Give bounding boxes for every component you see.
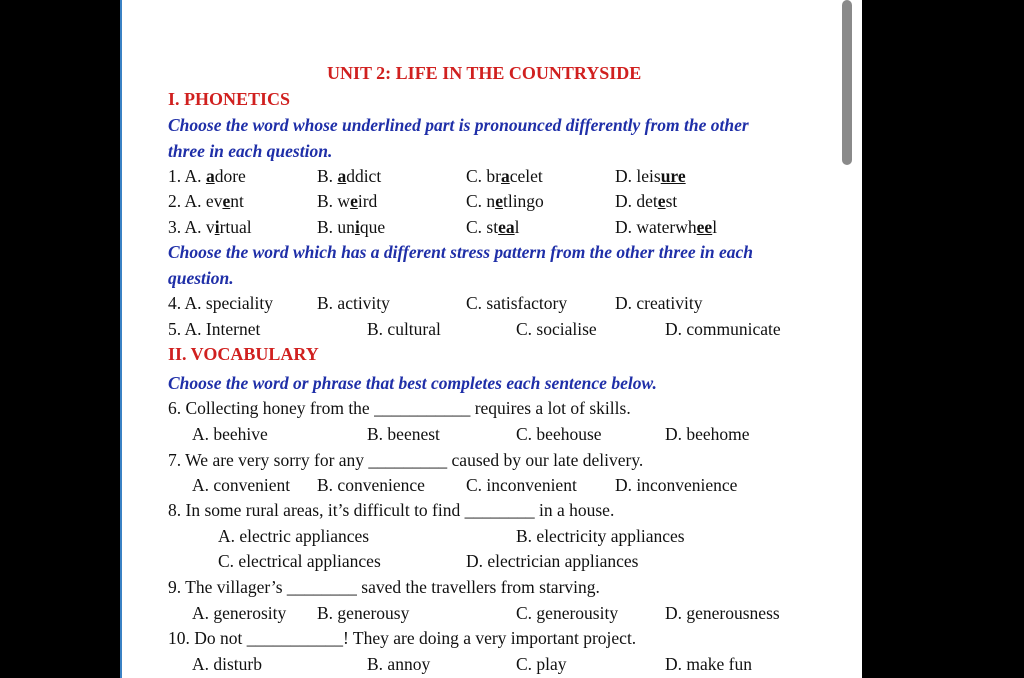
q3-option-a: 3. A. virtual bbox=[168, 217, 252, 237]
q2-option-b: B. weird bbox=[317, 191, 378, 211]
stress-instruction-line1: Choose the word which has a different stress pattern from the other three in each bbox=[168, 242, 754, 262]
q4-option-a: 4. A. speciality bbox=[168, 293, 273, 313]
q5-option-d: D. communicate bbox=[665, 319, 781, 339]
q10-option-b: B. annoy bbox=[367, 654, 431, 674]
phonetics-instruction-line1: Choose the word whose underlined part is pronounced differently from the other bbox=[168, 115, 749, 135]
q8-option-b: B. electricity appliances bbox=[516, 526, 685, 546]
q7-option-d: D. inconvenience bbox=[615, 475, 738, 495]
q4-option-b: B. activity bbox=[317, 293, 390, 313]
q3-option-c: C. steal bbox=[466, 217, 520, 237]
unit-title: UNIT 2: LIFE IN THE COUNTRYSIDE bbox=[327, 63, 642, 83]
page-left-edge bbox=[120, 0, 122, 678]
q9-option-b: B. generousy bbox=[317, 603, 410, 623]
q9-stem: 9. The villager’s ________ saved the travellers from starving. bbox=[168, 577, 600, 597]
section-phonetics-heading: I. PHONETICS bbox=[168, 89, 291, 109]
q2-option-d: D. detest bbox=[615, 191, 678, 211]
q8-option-d: D. electrician appliances bbox=[466, 551, 639, 571]
q2-option-c: C. netlingo bbox=[466, 191, 544, 211]
q5-option-a: 5. A. Internet bbox=[168, 319, 261, 339]
q8-option-c: C. electrical appliances bbox=[218, 551, 381, 571]
q5-option-c: C. socialise bbox=[516, 319, 597, 339]
q5-option-b: B. cultural bbox=[367, 319, 441, 339]
q4-option-c: C. satisfactory bbox=[466, 293, 568, 313]
q8-stem: 8. In some rural areas, it’s difficult to find ________ in a house. bbox=[168, 500, 615, 520]
q2-option-a: 2. A. event bbox=[168, 191, 244, 211]
section-vocabulary-heading: II. VOCABULARY bbox=[168, 344, 319, 364]
q1-option-d: D. leisure bbox=[615, 166, 686, 186]
q10-option-a: A. disturb bbox=[192, 654, 262, 674]
q9-option-d: D. generousness bbox=[665, 603, 780, 623]
q3-option-b: B. unique bbox=[317, 217, 386, 237]
stress-instruction-line2: question. bbox=[168, 268, 234, 288]
q4-option-d: D. creativity bbox=[615, 293, 703, 313]
q6-option-c: C. beehouse bbox=[516, 424, 602, 444]
q9-option-a: A. generosity bbox=[192, 603, 287, 623]
q8-option-a: A. electric appliances bbox=[218, 526, 370, 546]
q6-option-a: A. beehive bbox=[192, 424, 268, 444]
q7-option-b: B. convenience bbox=[317, 475, 425, 495]
q1-option-b: B. addict bbox=[317, 166, 382, 186]
q9-option-c: C. generousity bbox=[516, 603, 619, 623]
q6-option-b: B. beenest bbox=[367, 424, 440, 444]
q6-option-d: D. beehome bbox=[665, 424, 750, 444]
q7-option-a: A. convenient bbox=[192, 475, 291, 495]
vocabulary-instruction: Choose the word or phrase that best completes each sentence below. bbox=[168, 373, 657, 393]
q10-option-c: C. play bbox=[516, 654, 567, 674]
q1-option-a: 1. A. adore bbox=[168, 166, 246, 186]
phonetics-instruction-line2: three in each question. bbox=[168, 141, 333, 161]
q7-option-c: C. inconvenient bbox=[466, 475, 577, 495]
q1-option-c: C. bracelet bbox=[466, 166, 543, 186]
q10-option-d: D. make fun bbox=[665, 654, 752, 674]
q10-stem: 10. Do not ___________! They are doing a very important project. bbox=[168, 628, 637, 648]
q6-stem: 6. Collecting honey from the ___________ requires a lot of skills. bbox=[168, 398, 631, 418]
q3-option-d: D. waterwheel bbox=[615, 217, 718, 237]
q7-stem: 7. We are very sorry for any _________ caused by our late delivery. bbox=[168, 450, 644, 470]
scrollbar-thumb[interactable] bbox=[842, 0, 852, 165]
